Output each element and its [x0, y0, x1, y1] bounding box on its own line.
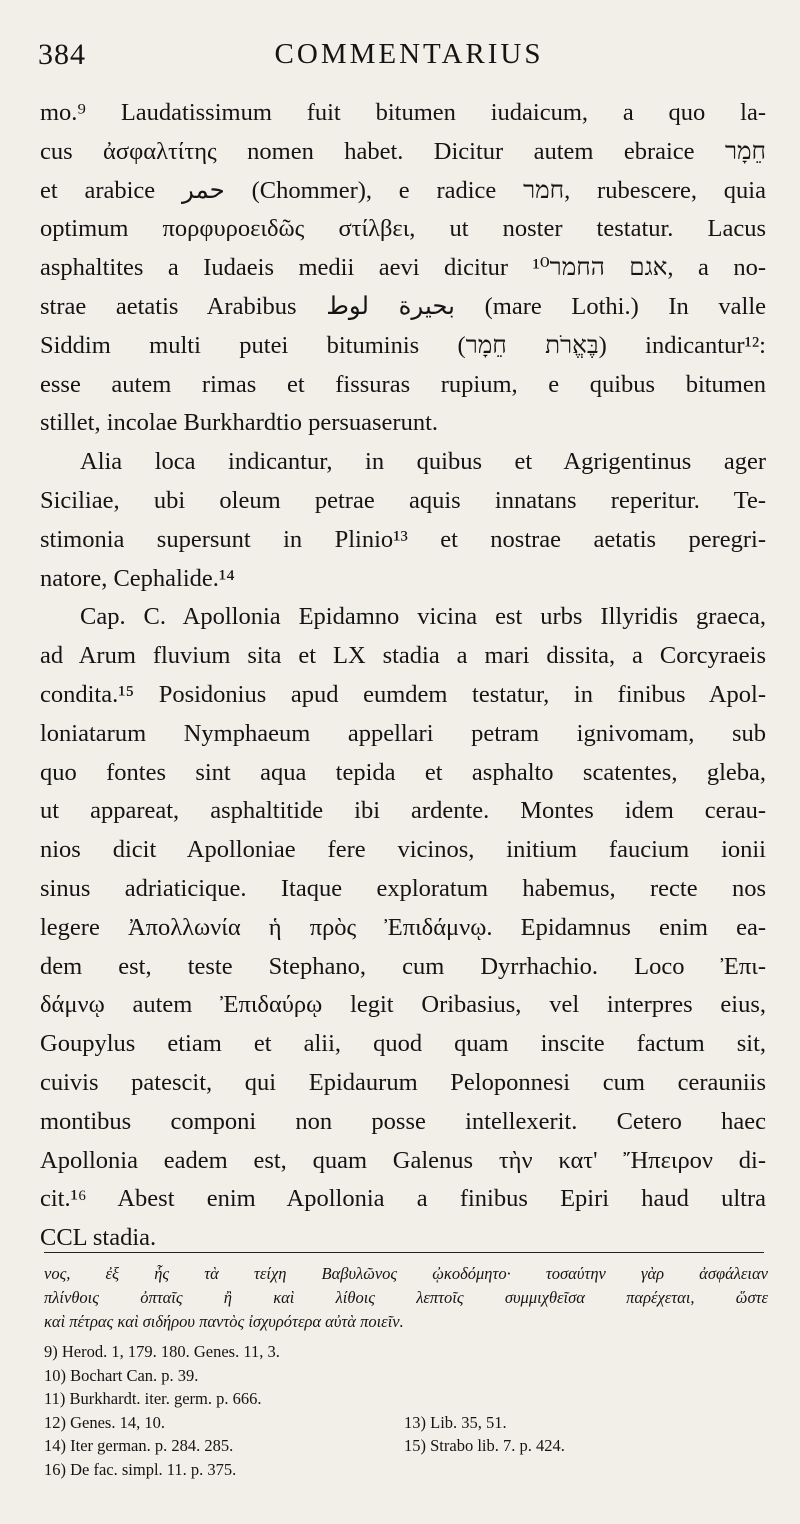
footnote: 12) Genes. 14, 10.: [44, 1412, 165, 1432]
main-text: [40, 94, 766, 1258]
footnote: 15) Strabo lib. 7. p. 424.: [404, 1436, 565, 1456]
footnote: 9) Herod. 1, 179. 180. Genes. 11, 3.: [44, 1342, 280, 1361]
text-line: stillet, incolae Burkhardtio persuaserunt.: [40, 409, 439, 437]
running-title: COMMENTARIUS: [274, 38, 544, 70]
text-line: Siddim multi putei bituminis (בֶּאֱרֹת חֵמָר) indicantur¹²:: [40, 331, 766, 359]
text-line: legere Ἀπολλωνία ἡ πρὸς Ἐπιδάμνῳ. Epidamnus enim ea-: [40, 913, 766, 941]
text-line: Goupylus etiam et alii, quod quam inscite factum sit,: [40, 1030, 766, 1058]
text-line: dem est, teste Stephano, cum Dyrrhachio. Loco Ἐπι-: [40, 952, 766, 980]
footnote: 13) Lib. 35, 51.: [404, 1412, 507, 1432]
text-line: cit.¹⁶ Abest enim Apollonia a finibus Epiri haud ultra: [40, 1185, 766, 1213]
text-line: Alia loca indicantur, in quibus et Agrigentinus ager: [80, 448, 766, 476]
text-line: montibus componi non posse intellexerit. Cetero haec: [40, 1107, 766, 1135]
text-line: loniatarum Nymphaeum appellari petram ignivomam, sub: [40, 719, 766, 747]
footnote-separator: [44, 1252, 764, 1253]
footnote: 16) De fac. simpl. 11. p. 375.: [44, 1459, 237, 1479]
footnotes: [44, 1262, 768, 1482]
text-line: natore, Cephalide.¹⁴: [40, 564, 235, 592]
footnote-row: [44, 1411, 768, 1435]
text-line: optimum πορφυροειδῶς στίλβει, ut noster testatur. Lacus: [40, 215, 766, 243]
text-line: nios dicit Apolloniae fere vicinos, initium faucium ionii: [40, 836, 766, 864]
footnote-row: [44, 1434, 768, 1458]
text-line: δάμνῳ autem Ἐπιδαύρῳ legit Oribasius, vel interpres eius,: [40, 991, 766, 1019]
text-line: Cap. C. Apollonia Epidamno vicina est urbs Illyridis graeca,: [80, 603, 766, 631]
text-line: et arabice حمر (Chommer), e radice חמר, rubescere, quia: [40, 176, 766, 204]
text-line: CCL stadia.: [40, 1224, 157, 1252]
text-line: ut appareat, asphaltitide ibi ardente. Montes idem cerau-: [40, 797, 766, 825]
text-line: esse autem rimas et fissuras rupium, e quibus bitumen: [40, 370, 766, 398]
text-line: sinus adriaticique. Itaque exploratum habemus, recte nos: [40, 874, 766, 902]
text-line: condita.¹⁵ Posidonius apud eumdem testatur, in finibus Apol-: [40, 680, 766, 708]
text-line: quo fontes sint aqua tepida et asphalto scatentes, gleba,: [40, 758, 766, 786]
greek-footnote-line: νος, ἐξ ἧς τὰ τείχη Βαβυλῶνος ᾠκοδόμητο· τοσαύτην γὰρ ἀσφάλειαν: [44, 1264, 768, 1283]
text-line: ad Arum fluvium sita et LX stadia a mari dissita, a Corcyraeis: [40, 642, 766, 670]
greek-footnote-line: καὶ πέτρας καὶ σιδήρου παντὸς ἰσχυρότερα αὐτὰ ποιεῖν.: [44, 1312, 404, 1331]
text-line: Apollonia eadem est, quam Galenus τὴν κατ' Ἤπειρον di-: [40, 1146, 766, 1174]
footnote: 10) Bochart Can. p. 39.: [44, 1365, 199, 1385]
running-header: [38, 38, 760, 80]
footnote: 11) Burkhardt. iter. germ. p. 666.: [44, 1389, 262, 1409]
page-number: 384: [38, 38, 86, 71]
greek-footnote-line: πλίνθοις ὀπταῖς ἢ καὶ λίθοις λεπτοῖς συμμιχθεῖσα παρέχεται, ὥστε: [44, 1288, 768, 1307]
footnote: 14) Iter german. p. 284. 285.: [44, 1436, 234, 1456]
text-line: Siciliae, ubi oleum petrae aquis innatans reperitur. Te-: [40, 486, 766, 514]
text-line: mo.⁹ Laudatissimum fuit bitumen iudaicum, a quo la-: [40, 99, 766, 126]
text-line: asphaltites a Iudaeis medii aevi dicitur אגם החמר¹⁰, a no-: [40, 254, 766, 282]
text-line: cuivis patescit, qui Epidaurum Peloponnesi cum cerauniis: [40, 1068, 766, 1096]
text-line: cus ἀσφαλτίτης nomen habet. Dicitur autem ebraice חֵמָר: [40, 137, 766, 165]
text-line: stimonia supersunt in Plinio¹³ et nostrae aetatis peregri-: [40, 525, 766, 553]
text-line: strae aetatis Arabibus بحيرة لوط (mare Lothi.) In valle: [40, 292, 766, 320]
